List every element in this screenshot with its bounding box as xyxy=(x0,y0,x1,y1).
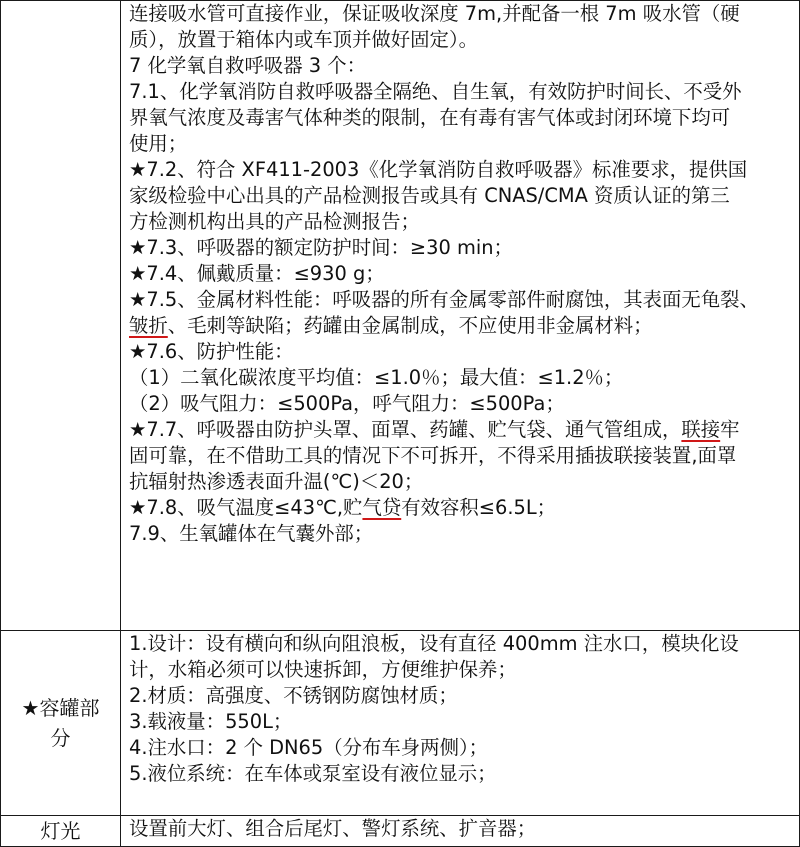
row-label-tank-section: ★容罐部 分 xyxy=(1,631,121,816)
text-line: 7.1、化学氧消防自救呼吸器全隔绝、自生氧，有效防护时间长、不受外 xyxy=(129,80,742,103)
row-label-lighting: 灯光 xyxy=(1,816,121,847)
text-line: 3.载液量：550L； xyxy=(129,710,293,733)
text-line: 7.9、生氧罐体在气囊外部； xyxy=(129,522,374,545)
text-line: ★7.8、吸气温度≤43℃,贮气贷有效容积≤6.5L； xyxy=(129,496,557,519)
text-line: （2）吸气阻力：≤500Pa，呼气阻力：≤500Pa； xyxy=(129,392,565,415)
text-line: ★7.4、佩戴质量：≤930 g； xyxy=(129,262,385,285)
text-line: 5.液位系统：在车体或泵室设有液位显示； xyxy=(129,762,497,785)
text-line: 皱折、毛刺等缺陷；药罐由金属制成，不应使用非金属材料； xyxy=(129,314,653,337)
text-line: 方检测机构出具的产品检测报告； xyxy=(129,210,420,233)
text-line: ★7.3、呼吸器的额定防护时间：≥30 min； xyxy=(129,236,513,259)
table-row xyxy=(1,816,800,847)
text-line: 计，水箱必须可以快速拆卸，方便维护保养； xyxy=(129,658,517,681)
table-row xyxy=(1,631,800,816)
row-content-tank-section xyxy=(121,631,800,816)
text-line: 质），放置于箱体内或车顶并做好固定）。 xyxy=(129,28,479,51)
text-line: ★7.5、金属材料性能：呼吸器的所有金属零部件耐腐蚀，其表面无龟裂、 xyxy=(129,288,759,311)
text-line: 固可靠，在不借助工具的情况下不可拆开，不得采用插拔联接装置,面罩 xyxy=(129,444,737,467)
text-line: （1）二氧化碳浓度平均值：≤1.0％；最大值：≤1.2％； xyxy=(129,366,624,389)
text-line: 抗辐射热渗透表面升温(℃)＜20； xyxy=(129,470,424,493)
text-line: 界氧气浓度及毒害气体种类的限制，在有毒有害气体或封闭环境下均可 xyxy=(129,106,731,129)
text-line: 1.设计：设有横向和纵向阻浪板，设有直径 400mm 注水口，模块化设 xyxy=(129,632,739,655)
text-line: 4.注水口：2 个 DN65（分布车身两侧）； xyxy=(129,736,489,759)
text-line: 家级检验中心出具的产品检测报告或具有 CNAS/CMA 资质认证的第三 xyxy=(129,184,730,207)
underlined-text: 气贷 xyxy=(362,496,402,519)
table-row xyxy=(1,1,800,631)
section-heading: 7 化学氧自救呼吸器 3 个： xyxy=(129,54,367,77)
row-content-lighting xyxy=(121,816,800,847)
row-content-breathing-apparatus xyxy=(121,1,800,631)
underlined-text: 联接 xyxy=(681,418,721,441)
text-line: 使用； xyxy=(129,132,188,155)
underlined-text: 皱折 xyxy=(129,314,168,337)
text-line: ★7.6、防护性能： xyxy=(129,340,294,363)
text-line: ★7.2、符合 XF411-2003《化学氧消防自救呼吸器》标准要求，提供国 xyxy=(129,158,748,181)
text-line: 2.材质：高强度、不锈钢防腐蚀材质； xyxy=(129,684,458,707)
text-line: ★7.7、呼吸器由防护头罩、面罩、药罐、贮气袋、通气管组成，联接牢 xyxy=(129,418,740,441)
text-line: 连接吸水管可直接作业，保证吸收深度 7m,并配备一根 7m 吸水管（硬 xyxy=(129,2,740,25)
text-line: 设置前大灯、组合后尾灯、警灯系统、扩音器； xyxy=(129,817,537,840)
row-label-empty xyxy=(1,1,121,631)
